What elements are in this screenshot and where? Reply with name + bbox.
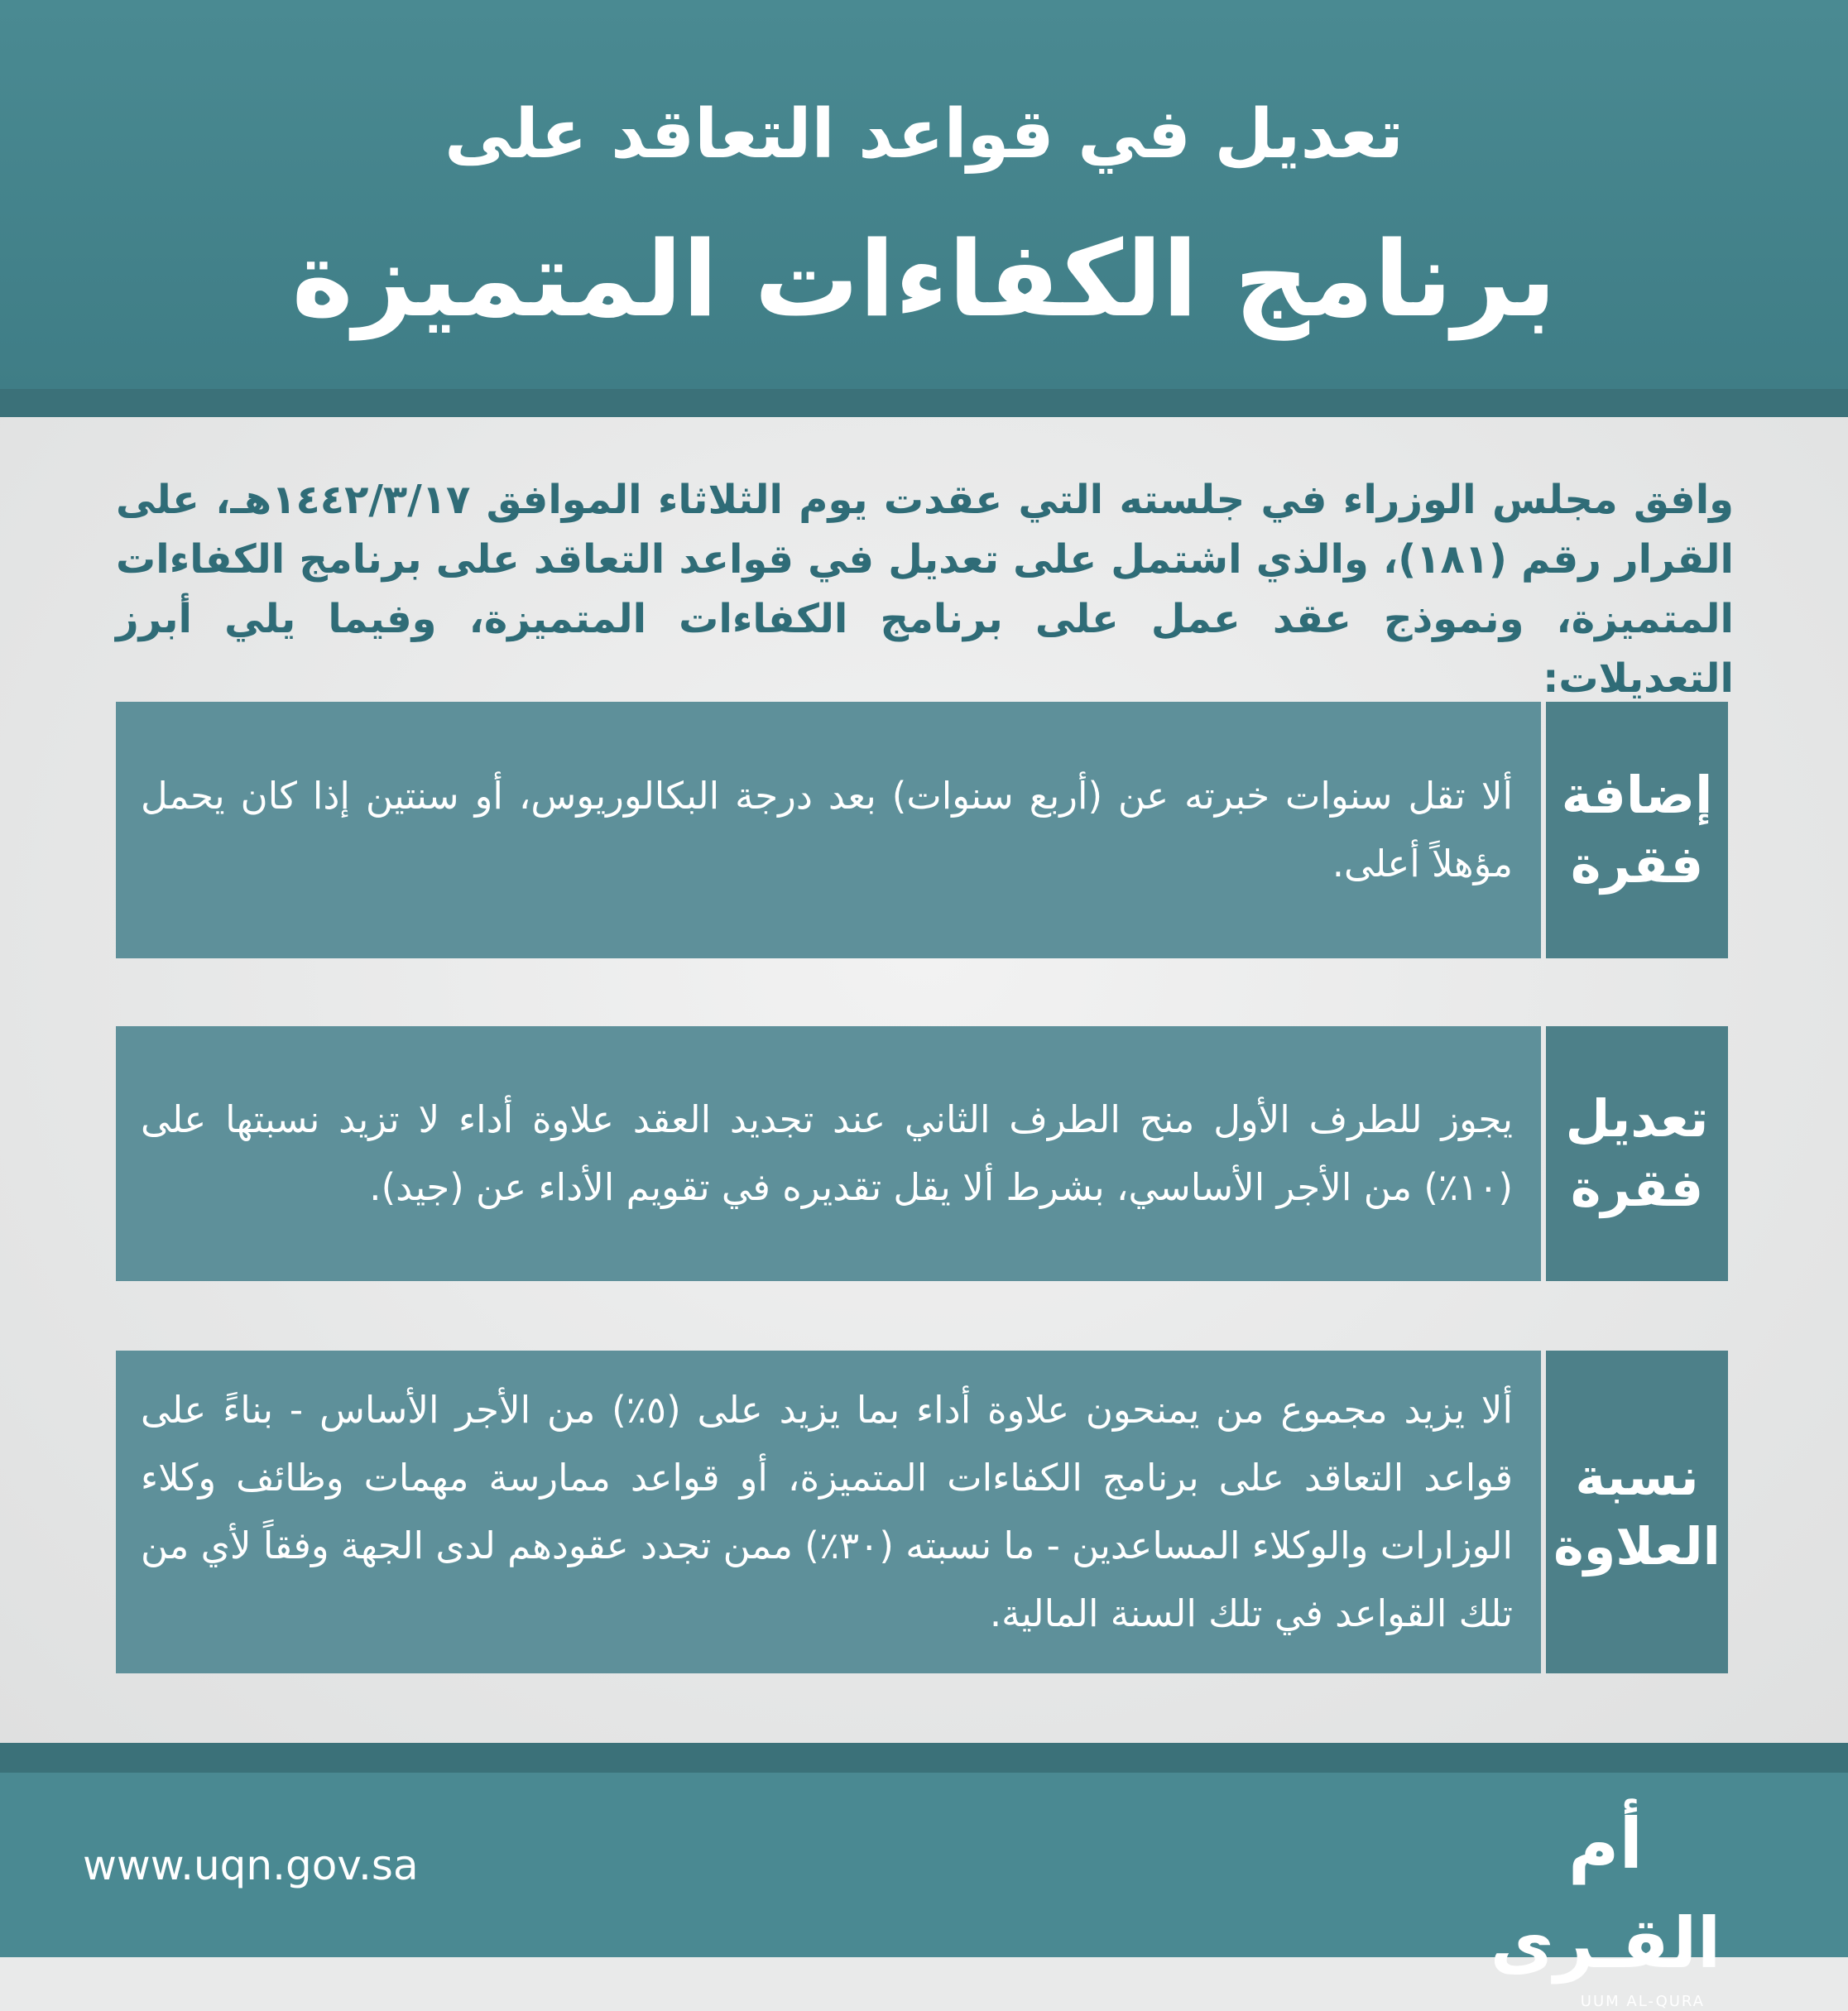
amendment-label-line1: نسبة [1575,1447,1699,1507]
amendment-label [1546,702,1728,958]
logo-english-text: UUM AL-QURA [1580,1993,1705,2010]
intro-paragraph: وافق مجلس الوزراء في جلسته التي عقدت يوم الثلاثاء الموافق ١٤٤٢/٣/١٧هـ، على القرار رقم (١٨١)، والذي اشتمل على تعديل في قواعد التعاقد على برنامج الكفاءات المتميزة، ونموذج عقد عمل على برنامج الكفاءات المتميزة، وفيما يلي أبرز التعديلات: [116,477,1734,702]
amendment-row-bonus-ratio [116,1351,1728,1673]
uum-al-qura-logo [1457,1794,1754,2010]
amendment-row-modify-paragraph [116,1026,1728,1281]
amendment-label-line1: تعديل [1565,1088,1709,1149]
website-link[interactable]: www.uqn.gov.sa [83,1841,419,1889]
amendment-label-line1: إضافة [1561,765,1713,825]
amendment-text: ألا يزيد مجموع من يمنحون علاوة أداء بما يزيد على (٥٪) من الأجر الأساس - بناءً على قواعد التعاقد على برنامج الكفاءات المتميزة، أو قواعد ممارسة مهمات وظائف وكلاء الوزارات والوكلاء المساعدين - ما نسبته (٣٠٪) ممن تجدد عقودهم لدى الجهة وفقاً لأي من تلك القواعد في تلك السنة المالية. [141,1388,1514,1635]
amendment-label [1546,1351,1728,1673]
amendment-label [1546,1026,1728,1281]
logo-arabic-text: أم القـرى [1490,1803,1721,1984]
amendment-text: ألا تقل سنوات خبرته عن (أربع سنوات) بعد درجة البكالوريوس، أو سنتين إذا كان يحمل مؤهلاً أعلى. [141,774,1513,886]
amendment-text-box [116,1351,1541,1673]
amendment-text-box [116,1026,1541,1281]
page-title: برنامج الكفاءات المتميزة [291,218,1557,340]
amendment-text-box [116,702,1541,958]
amendment-label-line2: العلاوة [1553,1516,1721,1577]
footer-divider [0,1743,1848,1773]
amendment-label-line2: فقرة [1570,1158,1704,1218]
header-divider [0,389,1848,417]
amendment-text: يجوز للطرف الأول منح الطرف الثاني عند تجديد العقد علاوة أداء لا تزيد نسبتها على (١٠٪) من الأجر الأساسي، بشرط ألا يقل تقديره في تقويم الأداء عن (جيد). [141,1097,1513,1209]
page-subtitle: تعديل في قواعد التعاقد على [444,95,1404,174]
amendment-label-line2: فقرة [1570,834,1704,895]
amendment-row-add-paragraph [116,702,1728,958]
